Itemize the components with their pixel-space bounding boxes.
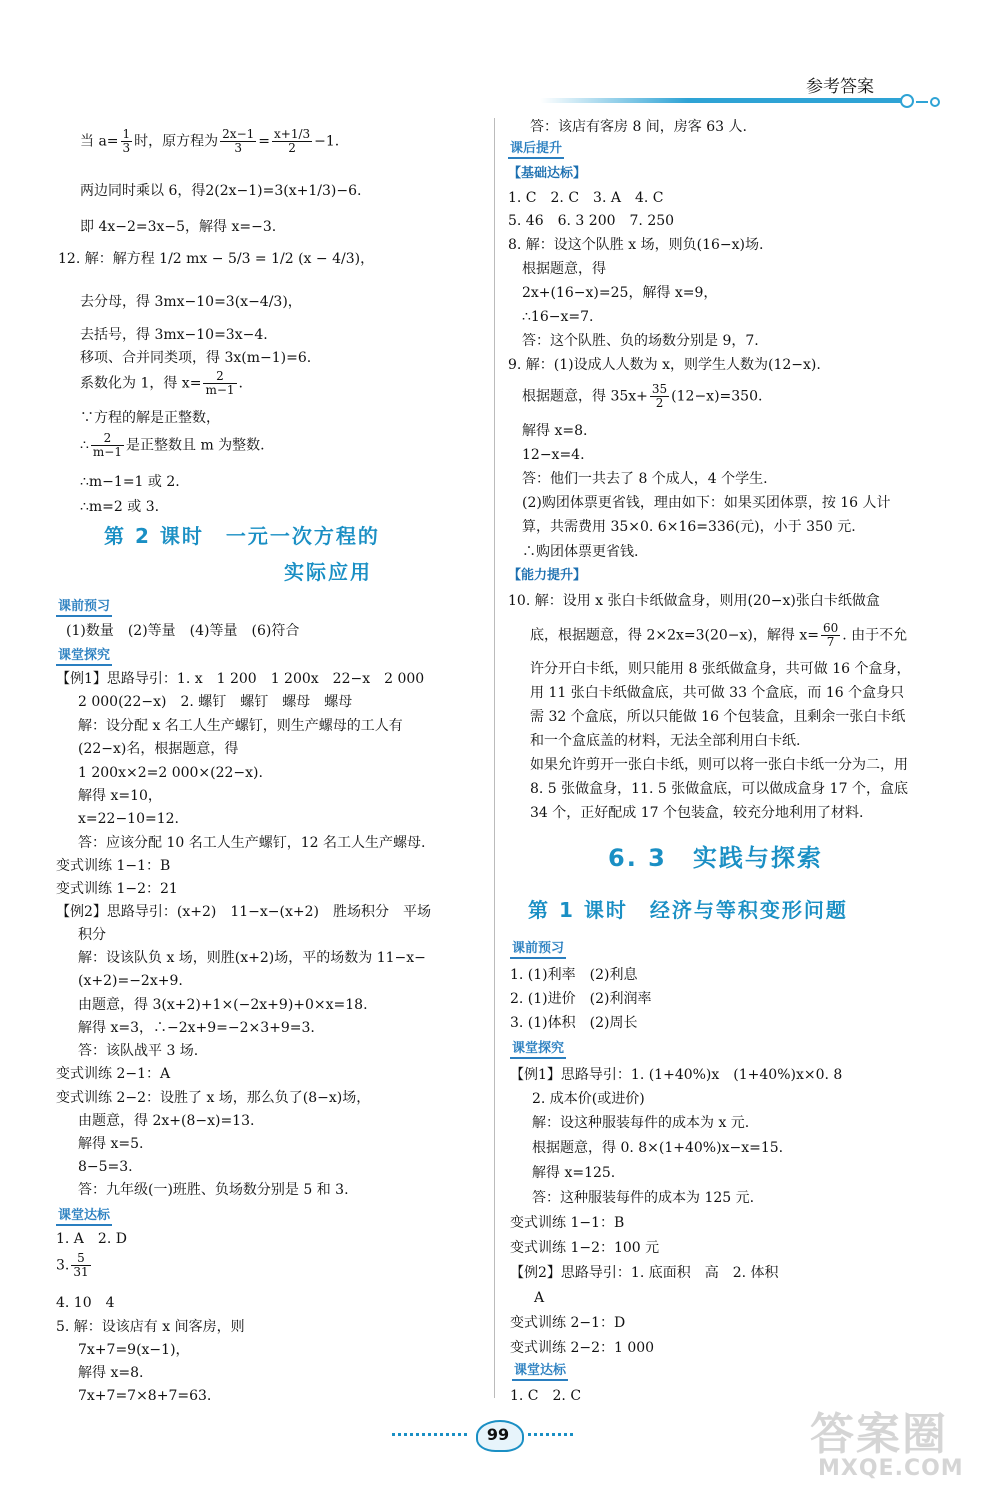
text-line: 解得 x=5.: [78, 1136, 144, 1152]
section-tag-preview: 课前预习: [56, 599, 112, 617]
text-line: 12. 解：解方程 1/2 mx − 5/3 = 1/2 (x − 4/3)，: [58, 251, 375, 267]
text-line: 3. (1)体积 (2)周长: [510, 1015, 638, 1031]
text-line: 1 200x×2=2 000×(22−x).: [78, 765, 263, 781]
text-line: 解得 x=125.: [532, 1165, 616, 1181]
text-line: 变式训练 1−2：21: [56, 881, 178, 897]
text-line: 1. C 2. C: [510, 1388, 582, 1404]
text-line: 2 000(22−x) 2. 螺钉 螺钉 螺母 螺母: [78, 694, 353, 710]
equation-line: 当 a= $\frac{1}{3}$ 时，原方程为 $\frac{2x-1}{3}$ = $\frac{x+1/3}{2}$ −1.: [80, 127, 340, 155]
text-line: 答：他们一共去了 8 个成人，4 个学生.: [522, 471, 768, 487]
text-line: 1. (1)利率 (2)利息: [510, 967, 638, 983]
lesson-heading: 第 2 课时 一元一次方程的: [104, 524, 380, 548]
text-line: 2x+(16−x)=25，解得 x=9，: [522, 285, 718, 301]
text-line: 答：该店有客房 8 间，房客 63 人.: [530, 119, 747, 135]
text-line: 答：该队战平 3 场.: [78, 1043, 199, 1059]
text-line: 1. C 2. C 3. A 4. C: [508, 190, 664, 206]
text-line: 变式训练 2−2：设胜了 x 场，那么负了(8−x)场，: [56, 1090, 371, 1106]
section-tag-standard: 课堂达标: [56, 1208, 112, 1226]
text-line: 解：设这种服装每件的成本为 x 元.: [532, 1115, 750, 1131]
text-line: 变式训练 1−1：B: [56, 858, 171, 874]
text-line: 12−x=4.: [522, 447, 585, 463]
text-line: ∵方程的解是正整数，: [80, 410, 220, 426]
text-line: 【例1】思路导引：1. (1+40%)x (1+40%)x×0. 8: [510, 1067, 843, 1083]
text-line: ∴16−x=7.: [522, 309, 594, 325]
text-line: 如果允许剪开一张白卡纸，则可以将一张白卡纸一分为二，用: [530, 757, 908, 773]
text-line: 5. 46 6. 3 200 7. 250: [508, 213, 675, 229]
text-line: 由题意，得 3(x+2)+1×(−2x+9)+0×x=18.: [78, 997, 368, 1013]
text-line: 解得 x=8.: [78, 1365, 144, 1381]
text-line: A: [534, 1290, 545, 1306]
text-line: 用 11 张白卡纸做盒底，共可做 33 个盒底，而 16 个盒身只: [530, 685, 905, 701]
text-line: 8−5=3.: [78, 1159, 133, 1175]
text-line: 8. 解：设这个队胜 x 场，则负(16−x)场.: [508, 237, 764, 253]
section-tag-preview: 课前预习: [510, 941, 566, 959]
equation-line: ∴ $\frac{2}{m-1}$ 是正整数且 m 为整数.: [80, 431, 265, 459]
section-tag-after: 课后提升: [508, 141, 564, 159]
equation-line: 底，根据题意，得 2×2x=3(20−x)，解得 x= $\frac{60}{7}$ . 由于不允: [530, 621, 908, 649]
fraction: $\frac{1}{3}$: [122, 127, 131, 155]
text-line: 10. 解：设用 x 张白卡纸做盒身，则用(20−x)张白卡纸做盒: [508, 593, 880, 609]
text-line: 需 32 个盒底，所以只能做 16 个包装盒，且剩余一张白卡纸: [530, 709, 906, 725]
text-line: 1. A 2. D: [56, 1231, 127, 1247]
text-line: 积分: [78, 927, 106, 943]
text-line: 4. 10 4: [56, 1295, 115, 1311]
subsection-tag-ability: 【能力提升】: [508, 568, 587, 583]
text-line: (x+2)=−2x+9.: [78, 973, 183, 989]
page-number-badge: [470, 1418, 526, 1452]
text-line: (2)购团体票更省钱，理由如下：如果买团体票，按 16 人计: [522, 495, 891, 511]
fraction: $\frac{2x-1}{3}$: [222, 127, 255, 155]
text-line: 变式训练 1−1：B: [510, 1215, 625, 1231]
page-number-dots: [392, 1433, 470, 1436]
fraction: $\frac{5}{31}$: [73, 1251, 89, 1279]
column-divider: [494, 118, 495, 1398]
text-line: 2. 成本价(或进价): [532, 1091, 645, 1107]
text-line: 移项、合并同类项，得 3x(m−1)=6.: [80, 350, 312, 366]
text-line: ∴m−1=1 或 2.: [80, 474, 180, 490]
lesson-heading: 第 1 课时 经济与等积变形问题: [528, 898, 848, 922]
equation-line: 3. $\frac{5}{31}$: [56, 1251, 89, 1279]
section-tag-standard: 课堂达标: [512, 1363, 568, 1381]
text-line: 答：九年级(一)班胜、负场数分别是 5 和 3.: [78, 1182, 349, 1198]
text-line: 根据题意，得 0. 8×(1+40%)x−x=15.: [532, 1140, 784, 1156]
text-line: 5. 解：设该店有 x 间客房，则: [56, 1319, 245, 1335]
text-line: 【例1】思路导引：1. x 1 200 1 200x 22−x 2 000: [56, 671, 425, 687]
text-line: 许分开白卡纸，则只能用 8 张纸做盒身，共可做 16 个盒身，: [530, 661, 911, 677]
text-line: 34 个，正好配成 17 个包装盒，较充分地利用了材料.: [530, 805, 864, 821]
text-line: x=22−10=12.: [78, 811, 179, 827]
text-line: 变式训练 2−2：1 000: [510, 1340, 655, 1356]
subsection-tag-basic: 【基础达标】: [508, 166, 587, 181]
text-line: 答：这种服装每件的成本为 125 元.: [532, 1190, 755, 1206]
page-number: 99: [486, 1425, 510, 1444]
fraction: $\frac{60}{7}$: [822, 621, 839, 649]
text-line: 解得 x=10，: [78, 788, 162, 804]
header-small-circle-icon: [930, 97, 940, 107]
lesson-heading-cont: 实际应用: [284, 560, 372, 584]
text-line: 变式训练 1−2：100 元: [510, 1240, 660, 1256]
page-header: [540, 64, 960, 114]
fraction: $\frac{x+1/3}{2}$: [274, 127, 311, 155]
header-circle-icon: [900, 94, 914, 108]
section-tag-explore: 课堂探究: [510, 1041, 566, 1059]
text-line: 8. 5 张做盒身，11. 5 张做盒底，可以做成盒身 17 个，盒底: [530, 781, 908, 797]
fraction: $\frac{2}{m-1}$: [92, 431, 122, 459]
text-line: 即 4x−2=3x−5，解得 x=−3.: [80, 219, 277, 235]
text-line: 和一个盒底盖的材料，无法全部利用白卡纸.: [530, 733, 801, 749]
text-line: 【例2】思路导引：1. 底面积 高 2. 体积: [510, 1265, 779, 1281]
text-line: ∴m=2 或 3.: [80, 499, 160, 515]
watermark-logo: 答案圈: [810, 1409, 948, 1460]
text-line: 解得 x=8.: [522, 423, 588, 439]
fraction: $\frac{35}{2}$: [651, 382, 668, 410]
text-line: 变式训练 2−1：A: [56, 1066, 171, 1082]
text-line: 解：设分配 x 名工人生产螺钉，则生产螺母的工人有: [78, 718, 403, 734]
header-rule: [540, 98, 910, 103]
text-line: (22−x)名，根据题意，得: [78, 741, 239, 757]
text-line: 2. (1)进价 (2)利润率: [510, 991, 652, 1007]
text-line: 去分母，得 3mx−10=3(x−4/3)，: [80, 294, 302, 310]
text-line: 【例2】思路导引：(x+2) 11−x−(x+2) 胜场积分 平场: [56, 904, 431, 920]
header-rule-segment: [916, 101, 928, 103]
header-title: 参考答案: [806, 77, 874, 97]
text-line: 7x+7=9(x−1)，: [78, 1342, 190, 1358]
equation-line: 根据题意，得 35x+ $\frac{35}{2}$ (12−x)=350.: [522, 382, 763, 410]
text-line: 答：这个队胜、负的场数分别是 9，7.: [522, 333, 759, 349]
page-number-dots: [528, 1433, 574, 1436]
text-line: 解得 x=3，∴−2x+9=−2×3+9=3.: [78, 1020, 315, 1036]
text-line: 答：应该分配 10 名工人生产螺钉，12 名工人生产螺母.: [78, 835, 426, 851]
text-line: 变式训练 2−1：D: [510, 1315, 626, 1331]
text-line: 由题意，得 2x+(8−x)=13.: [78, 1113, 255, 1129]
fraction: $\frac{2}{m-1}$: [205, 369, 235, 397]
equation-line: 系数化为 1，得 x= $\frac{2}{m-1}$ .: [80, 369, 243, 397]
text-line: ∴购团体票更省钱.: [522, 544, 639, 560]
text-line: 算，共需费用 35×0. 6×16=336(元)，小于 350 元.: [522, 519, 856, 535]
text-line: 两边同时乘以 6，得2(2x−1)=3(x+1/3)−6.: [80, 183, 362, 199]
text-line: 去括号，得 3mx−10=3x−4.: [80, 327, 268, 343]
text-line: 根据题意，得: [522, 261, 606, 277]
text-line: 9. 解：(1)设成人人数为 x，则学生人数为(12−x).: [508, 357, 821, 373]
text-line: 7x+7=7×8+7=63.: [78, 1388, 212, 1404]
section-heading: 6. 3 实践与探索: [608, 844, 823, 872]
watermark: [810, 1398, 990, 1488]
text-line: (1)数量 (2)等量 (4)等量 (6)符合: [66, 623, 300, 639]
watermark-url: MXQE.COM: [818, 1456, 964, 1481]
text-line: 解：设该队负 x 场，则胜(x+2)场，平的场数为 11−x−: [78, 950, 426, 966]
section-tag-explore: 课堂探究: [56, 648, 112, 666]
